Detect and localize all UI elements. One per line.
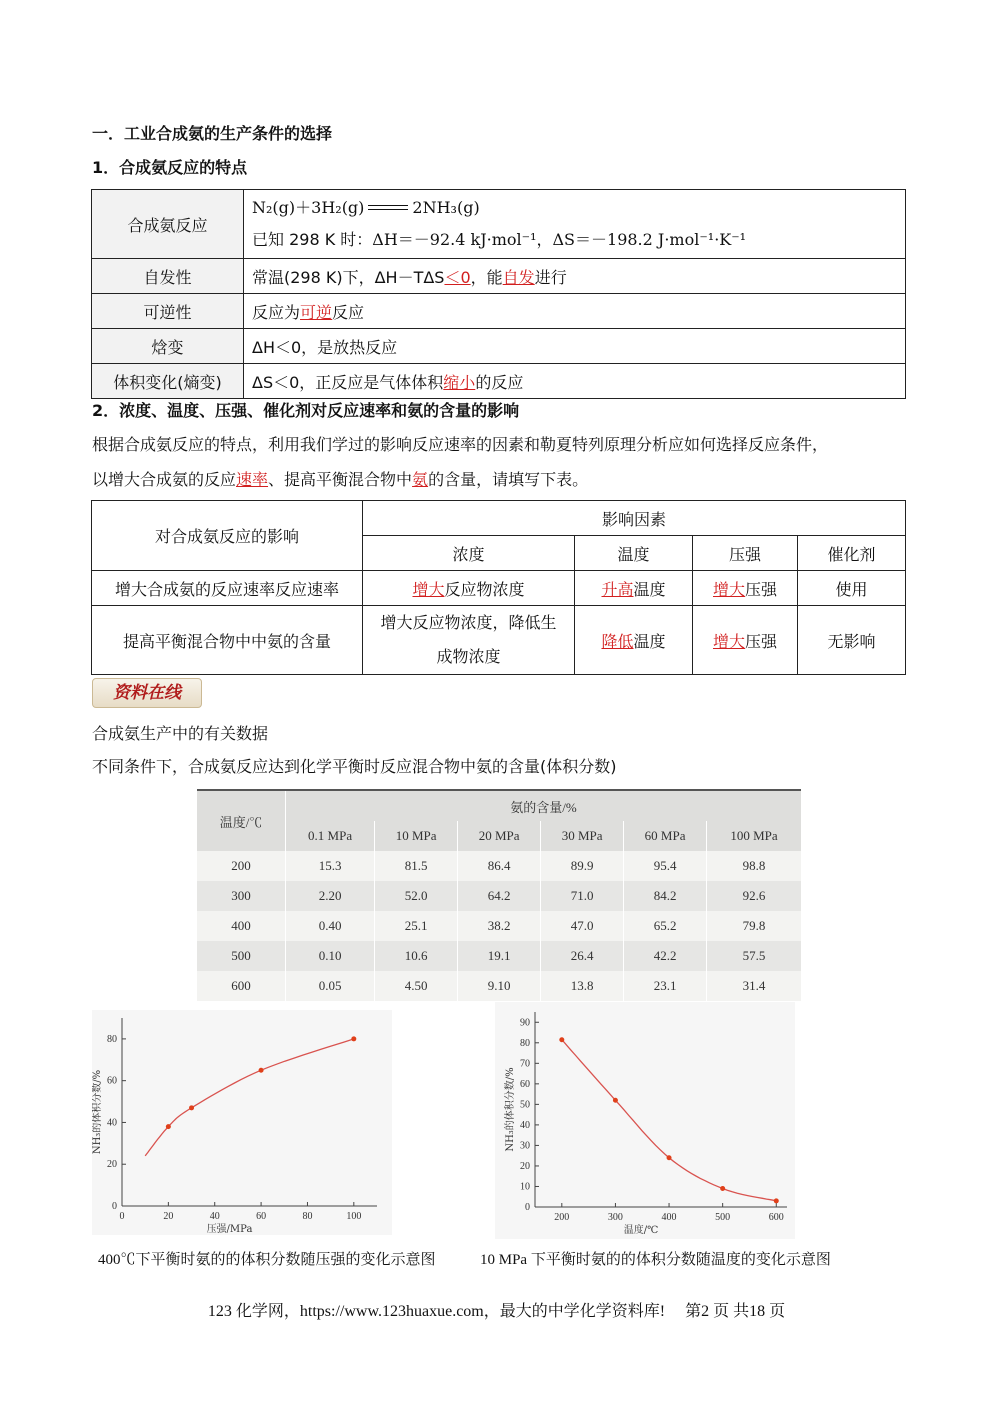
row-label-volume: 体积变化(熵变) — [92, 364, 244, 399]
paragraph-line-2 — [92, 467, 588, 490]
content-cell: 13.8 — [541, 971, 624, 1001]
chart-temperature — [495, 1002, 795, 1239]
pressure-header: 30 MPa — [541, 821, 624, 851]
y-tick-label: 60 — [107, 1075, 117, 1087]
subsection-heading-1: 1．合成氨反应的特点 — [92, 158, 248, 177]
data-point — [259, 1068, 264, 1073]
row-label-yield: 提高平衡混合物中中氨的含量 — [92, 606, 363, 675]
y-tick-label: 40 — [520, 1119, 530, 1131]
answer-increase-pressure: 增大 — [712, 579, 745, 599]
content-cell: 10.6 — [375, 941, 458, 971]
reversibility-pre: 反应为 — [252, 302, 301, 322]
yield-pressure-text: 压强 — [745, 631, 778, 651]
content-cell: 19.1 — [458, 941, 541, 971]
factor-catalyst: 催化剂 — [798, 536, 906, 571]
chart2-caption: 10 MPa 下平衡时氨的的体积分数随温度的变化示意图 — [480, 1252, 831, 1268]
yield-pressure — [693, 606, 798, 675]
enthalpy-value: ΔH＝－92.4 kJ·mol⁻¹， — [372, 230, 553, 249]
y-tick-label: 90 — [520, 1017, 530, 1029]
table-row — [197, 941, 801, 971]
y-tick-label: 0 — [525, 1202, 530, 1213]
table-row — [197, 881, 801, 911]
yield-concentration-line1: 增大反应物浓度，降低生 — [380, 613, 557, 632]
pressure-header: 60 MPa — [624, 821, 707, 851]
content-cell: 2.20 — [286, 881, 375, 911]
content-cell: 9.10 — [458, 971, 541, 1001]
answer-increase-pressure-2: 增大 — [712, 631, 745, 651]
rate-concentration-text: 反应物浓度 — [444, 579, 525, 599]
yield-catalyst: 无影响 — [798, 606, 906, 675]
pressure-header: 0.1 MPa — [286, 821, 375, 851]
content-cell: 47.0 — [541, 911, 624, 941]
factor-concentration: 浓度 — [363, 536, 575, 571]
ammonia-data-table — [197, 789, 801, 991]
answer-spontaneous: 自发 — [502, 267, 535, 287]
row-label-rate: 增大合成氨的反应速率反应速率 — [92, 571, 363, 606]
y-tick-label: 50 — [520, 1099, 530, 1111]
temperature-cell: 500 — [197, 941, 286, 971]
volume-post: 的反应 — [475, 372, 524, 392]
content-cell: 57.5 — [707, 941, 801, 971]
pressure-header: 100 MPa — [707, 821, 801, 851]
x-tick-label: 600 — [768, 1212, 784, 1223]
x-tick-label: 500 — [715, 1212, 731, 1223]
data-point — [720, 1186, 725, 1191]
spontaneity-cell — [244, 259, 906, 294]
rate-pressure — [693, 571, 798, 606]
reversibility-post: 反应 — [332, 302, 365, 322]
content-cell: 23.1 — [624, 971, 707, 1001]
content-cell: 25.1 — [375, 911, 458, 941]
rate-catalyst: 使用 — [798, 571, 906, 606]
content-cell: 65.2 — [624, 911, 707, 941]
y-tick-label: 20 — [107, 1159, 117, 1171]
x-tick-label: 100 — [346, 1211, 362, 1222]
data-title: 合成氨生产中的有关数据 — [92, 724, 269, 743]
x-tick-label: 200 — [554, 1212, 570, 1223]
answer-lower: 降低 — [601, 631, 634, 651]
y-tick-label: 40 — [107, 1117, 117, 1129]
content-cell: 89.9 — [541, 851, 624, 881]
pressure-header: 10 MPa — [375, 821, 458, 851]
data-point — [613, 1098, 618, 1103]
content-cell: 31.4 — [707, 971, 801, 1001]
equilibrium-arrow — [368, 204, 408, 214]
answer-less-than-zero: ＜0 — [444, 267, 471, 287]
answer-rate: 速率 — [236, 470, 269, 489]
spontaneity-text: 常温(298 K)下，ΔH－TΔS — [252, 267, 445, 287]
content-cell: 38.2 — [458, 911, 541, 941]
content-cell: 0.40 — [286, 911, 375, 941]
x-axis-label: 温度/℃ — [623, 1225, 659, 1236]
content-cell: 64.2 — [458, 881, 541, 911]
table-row — [197, 971, 801, 1001]
chart1-caption: 400℃下平衡时氨的的体积分数随压强的变化示意图 — [98, 1252, 436, 1268]
paragraph-line-1: 根据合成氨反应的特点，利用我们学过的影响反应速率的因素和勒夏特列原理分析应如何选择反应条件， — [92, 435, 829, 454]
rate-temperature — [575, 571, 693, 606]
spontaneity-mid: ，能 — [470, 267, 503, 287]
x-tick-label: 400 — [661, 1212, 677, 1223]
entropy-value: ΔS＝－198.2 J·mol⁻¹·K⁻¹ — [552, 230, 747, 249]
y-tick-label: 30 — [520, 1140, 530, 1152]
yield-temperature — [575, 606, 693, 675]
pressure-header: 20 MPa — [458, 821, 541, 851]
enthalpy-cell: ΔH＜0，是放热反应 — [244, 329, 906, 364]
reactants: N₂(g)＋3H₂(g) — [252, 198, 365, 217]
y-tick-label: 70 — [520, 1058, 530, 1070]
factor-temperature: 温度 — [575, 536, 693, 571]
data-point — [351, 1036, 356, 1041]
factor-pressure: 压强 — [693, 536, 798, 571]
section-heading: 一．工业合成氨的生产条件的选择 — [92, 124, 333, 143]
info-badge: 资料在线 — [92, 678, 202, 708]
reaction-cell — [244, 190, 906, 259]
product: 2NH₃(g) — [412, 198, 480, 217]
content-cell: 86.4 — [458, 851, 541, 881]
content-cell: 84.2 — [624, 881, 707, 911]
factors-table — [91, 500, 906, 675]
row-label-reaction: 合成氨反应 — [92, 190, 244, 259]
table2-group-header: 影响因素 — [363, 501, 906, 536]
table-row — [197, 911, 801, 941]
x-tick-label: 20 — [163, 1211, 174, 1222]
data-point — [166, 1124, 171, 1129]
spontaneity-post: 进行 — [534, 267, 567, 287]
y-axis-label: NH₃的体积分数/% — [92, 1069, 103, 1155]
content-cell: 26.4 — [541, 941, 624, 971]
content-cell: 95.4 — [624, 851, 707, 881]
answer-ammonia: 氨 — [412, 470, 429, 489]
answer-increase: 增大 — [412, 579, 445, 599]
content-cell: 42.2 — [624, 941, 707, 971]
x-tick-label: 300 — [607, 1212, 623, 1223]
para2-pre: 以增大合成氨的反应 — [92, 470, 237, 489]
content-cell: 79.8 — [707, 911, 801, 941]
data-point — [667, 1155, 672, 1160]
volume-cell — [244, 364, 906, 399]
reversibility-cell — [244, 294, 906, 329]
yield-concentration — [363, 606, 575, 675]
answer-reversible: 可逆 — [300, 302, 333, 322]
y-tick-label: 0 — [112, 1201, 117, 1212]
data-point — [774, 1198, 779, 1203]
temperature-cell: 400 — [197, 911, 286, 941]
content-cell: 71.0 — [541, 881, 624, 911]
y-tick-label: 10 — [520, 1181, 530, 1193]
para2-mid: 、提高平衡混合物中 — [268, 470, 413, 489]
x-tick-label: 40 — [209, 1211, 220, 1222]
rate-pressure-text: 压强 — [745, 579, 778, 599]
temperature-cell: 200 — [197, 851, 286, 881]
x-tick-label: 60 — [256, 1211, 267, 1222]
y-tick-label: 80 — [107, 1033, 117, 1045]
table-row — [197, 851, 801, 881]
answer-raise: 升高 — [601, 579, 634, 599]
data-point — [559, 1037, 564, 1042]
x-tick-label: 0 — [119, 1211, 125, 1222]
page-footer: 123 化学网，https://www.123huaxue.com，最大的中学化学资料库! 第2 页 共18 页 — [207, 1303, 786, 1320]
temperature-cell: 300 — [197, 881, 286, 911]
content-cell: 0.05 — [286, 971, 375, 1001]
data-description: 不同条件下，合成氨反应达到化学平衡时反应混合物中氨的含量(体积分数) — [92, 757, 617, 776]
y-tick-label: 80 — [520, 1037, 530, 1049]
content-cell: 4.50 — [375, 971, 458, 1001]
known-prefix: 已知 298 K 时： — [252, 230, 373, 249]
row-label-reversibility: 可逆性 — [92, 294, 244, 329]
temperature-header: 温度/℃ — [197, 791, 286, 851]
yield-concentration-line2: 成物浓度 — [436, 647, 501, 666]
rate-temperature-text: 温度 — [633, 579, 666, 599]
content-cell: 81.5 — [375, 851, 458, 881]
y-tick-label: 20 — [520, 1160, 530, 1172]
data-point — [189, 1105, 194, 1110]
para2-post: 的含量，请填写下表。 — [428, 470, 589, 489]
content-cell: 15.3 — [286, 851, 375, 881]
y-axis-label: NH₃的体积分数/% — [505, 1067, 516, 1152]
yield-temperature-text: 温度 — [633, 631, 666, 651]
content-cell: 52.0 — [375, 881, 458, 911]
y-tick-label: 60 — [520, 1078, 530, 1090]
content-cell: 92.6 — [707, 881, 801, 911]
subsection-heading-2: 2．浓度、温度、压强、催化剂对反应速率和氨的含量的影响 — [92, 401, 520, 420]
row-label-spontaneity: 自发性 — [92, 259, 244, 294]
x-tick-label: 80 — [302, 1211, 313, 1222]
table2-corner: 对合成氨反应的影响 — [92, 501, 363, 571]
content-cell: 0.10 — [286, 941, 375, 971]
x-axis-label: 压强/MPa — [206, 1224, 253, 1235]
volume-pre: ΔS＜0，正反应是气体体积 — [252, 372, 444, 392]
chart-pressure — [92, 1010, 392, 1235]
row-label-enthalpy: 焓变 — [92, 329, 244, 364]
rate-concentration — [363, 571, 575, 606]
temperature-cell: 600 — [197, 971, 286, 1001]
content-cell: 98.8 — [707, 851, 801, 881]
content-header: 氨的含量/% — [286, 791, 802, 821]
answer-shrink: 缩小 — [443, 372, 476, 392]
reaction-features-table — [91, 189, 906, 399]
